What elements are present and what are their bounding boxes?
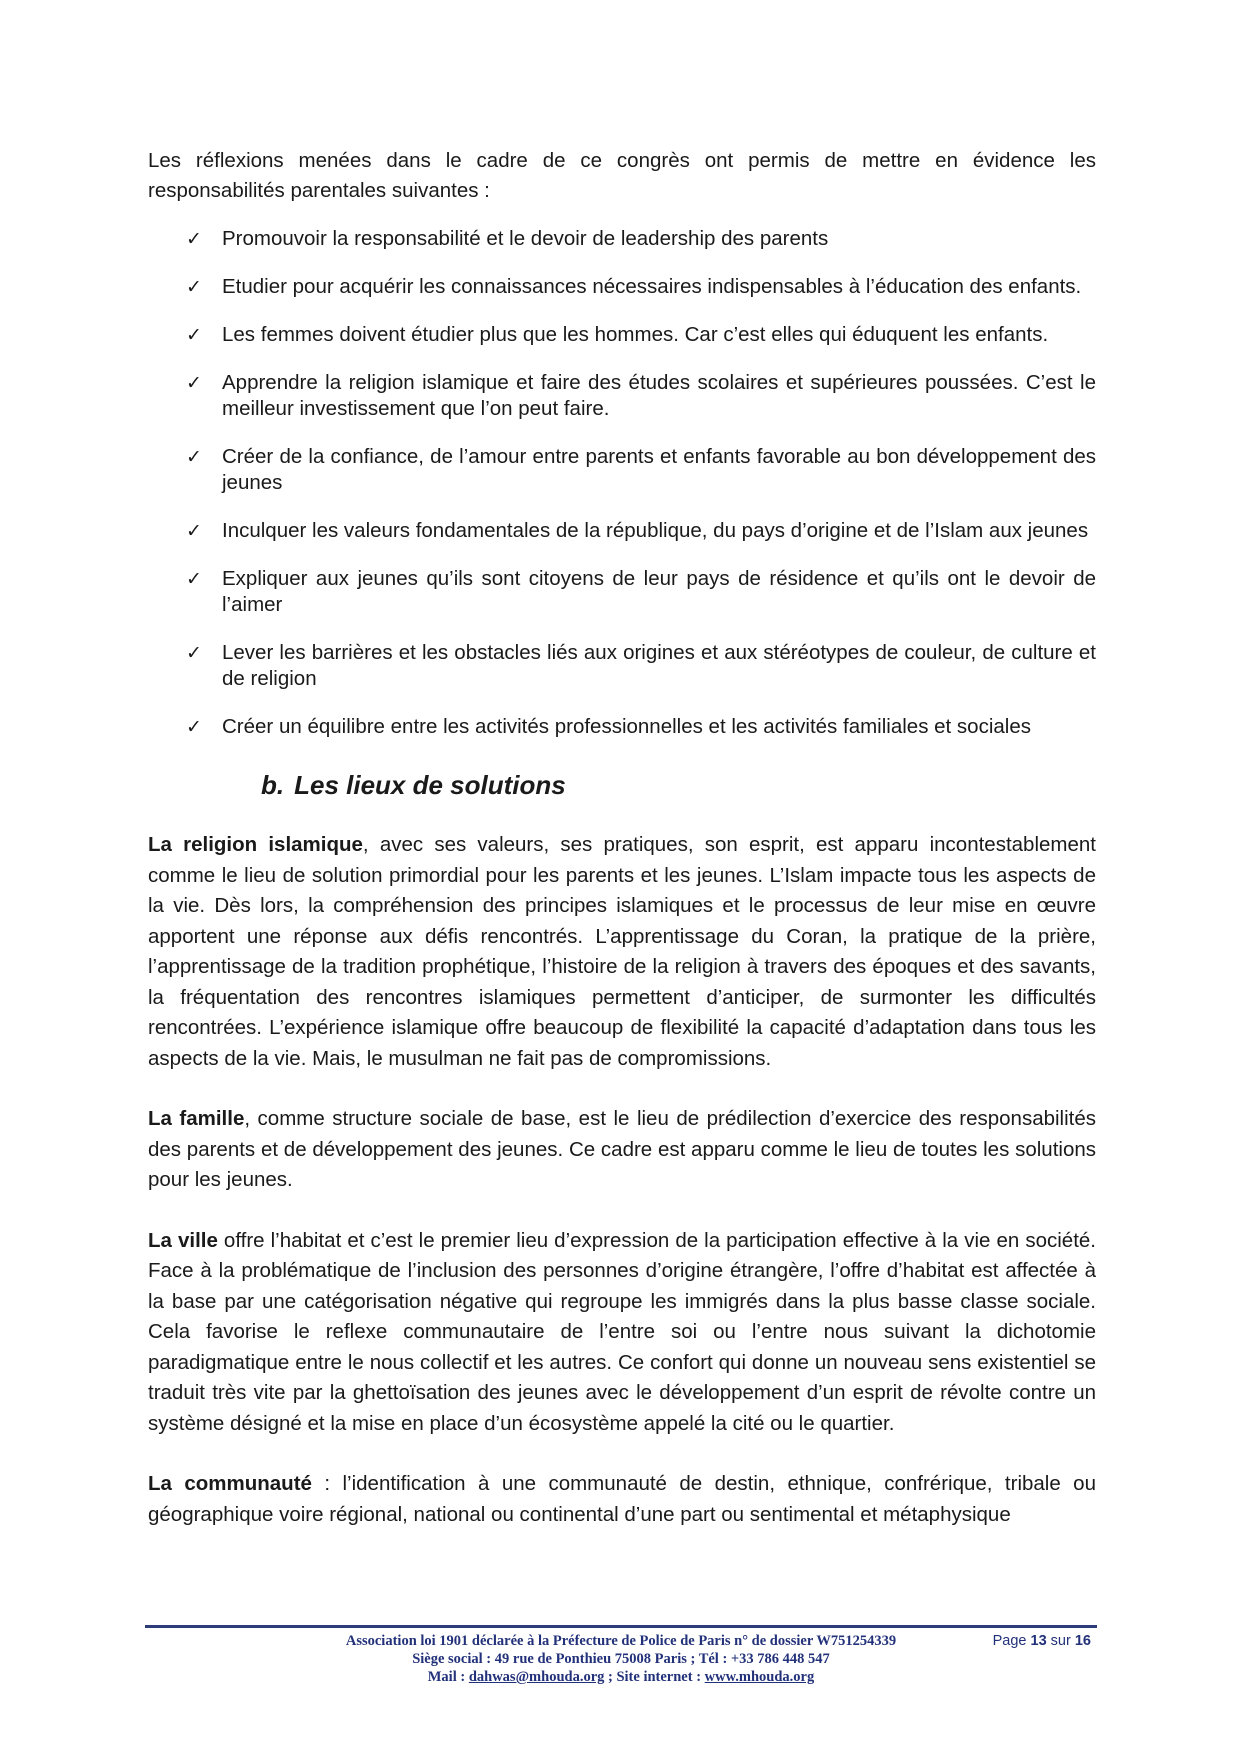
page-content [148,146,1096,1560]
intro-paragraph: Les réflexions menées dans le cadre de ce congrès ont permis de mettre en évidence les responsabilités parentales suivantes : [148,149,1096,202]
checklist-item: ✓ Expliquer aux jeunes qu’ils sont citoyens de leur pays de résidence et qu’ils ont le devoir de l’aimer [186,567,1096,616]
section-title: Les lieux de solutions [294,770,566,800]
page-footer [145,1632,1097,1686]
page-number: Page 13 sur 16 [992,1633,1091,1649]
email-link[interactable]: dahwas@mhouda.org [468,1669,605,1685]
paragraph-religion: La religion islamique, avec ses valeurs, ses pratiques, son esprit, est apparu incontestablement comme le lieu de solution primordial pour les parents et les jeunes. L’Islam impacte tous les aspects de la vie. Dès lors, la compréhension des principes islamiques et le processus de leur mise en œuvre apportent une réponse aux défis rencontrés. L’apprentissage du Coran, la pratique de la prière, l’apprentissage de la tradition prophétique, l’histoire de la religion à travers des époques et des savants, la fréquentation des rencontres islamiques permettent d’anticiper, de surmonter les difficultés rencontrées. L’expérience islamique offre beaucoup de flexibilité la capacité d’adaptation dans tous les aspects de la vie. Mais, le musulman ne fait pas de compromissions. [148,833,1096,1070]
checklist-item: ✓ Les femmes doivent étudier plus que les hommes. Car c’est elles qui éduquent les enfants. [186,323,1049,346]
paragraph-communaute: La communauté : l’identification à une communauté de destin, ethnique, confrérique, tribale ou géographique voire régional, national ou continental d’une part ou sentimental et métaphysique [148,1472,1096,1526]
checkmark-icon: ✓ [186,276,202,298]
checkmark-icon: ✓ [186,324,202,346]
checkmark-icon: ✓ [186,228,202,250]
checkmark-icon: ✓ [186,446,202,468]
checklist-item: ✓ Créer un équilibre entre les activités professionnelles et les activités familiales et sociales [186,715,1031,738]
checkmark-icon: ✓ [186,642,202,664]
checkmark-icon: ✓ [186,520,202,542]
checklist-item: ✓ Inculquer les valeurs fondamentales de la république, du pays d’origine et de l’Islam aux jeunes [186,519,1089,542]
footer-line-contact: Mail : dahwas@mhouda.org ; Site internet : www.mhouda.org [427,1669,815,1685]
section-heading [261,770,1096,800]
paragraph-lead: La religion islamique [148,833,363,856]
checkmark-icon: ✓ [186,372,202,394]
checklist-item: ✓ Créer de la confiance, de l’amour entre parents et enfants favorable au bon développement des jeunes [186,445,1096,494]
footer-line-address: Siège social : 49 rue de Ponthieu 75008 Paris ; Tél : +33 786 448 547 [412,1651,830,1667]
website-link[interactable]: www.mhouda.org [704,1669,815,1685]
checklist-item: ✓ Apprendre la religion islamique et faire des études scolaires et supérieures poussées. C’est le meilleur investissement que l’on peut faire. [186,371,1096,420]
section-letter: b. [261,770,285,800]
responsibilities-checklist [148,226,1096,740]
footer-divider [145,1625,1097,1628]
paragraph-lead: La famille [148,1107,245,1130]
checklist-item: ✓ Lever les barrières et les obstacles liés aux origines et aux stéréotypes de couleur, de culture et de religion [186,641,1096,690]
checkmark-icon: ✓ [186,716,202,738]
paragraph-lead: La communauté [148,1472,312,1495]
checklist-item: ✓ Etudier pour acquérir les connaissances nécessaires indispensables à l’éducation des enfants. [186,275,1082,298]
paragraph-lead: La ville [148,1228,218,1252]
checklist-item: ✓ Promouvoir la responsabilité et le devoir de leadership des parents [186,227,829,250]
paragraph-ville: La ville offre l’habitat et c’est le premier lieu d’expression de la participation effective à la vie en société. Face à la problématique de l’inclusion des personnes d’origine étrangère, l’offre d’habitat est affectée à la base par une catégorisation négative qui regroupe les immigrés dans la plus basse classe sociale. Cela favorise le reflexe communautaire de l’entre soi ou l’entre nous suivant la dichotomie paradigmatique entre le nous collectif et les autres. Ce confort qui donne un nouveau sens existentiel se traduit très vite par la ghettoïsation des jeunes avec le développement d’un esprit de révolte contre un système désigné et la mise en place d’un écosystème appelé la cité ou le quartier. [148,1228,1096,1435]
paragraph-famille: La famille, comme structure sociale de base, est le lieu de prédilection d’exercice des responsabilités des parents et de développement des jeunes. Ce cadre est apparu comme le lieu de toutes les solutions pour les jeunes. [148,1107,1097,1191]
footer-line-association: Association loi 1901 déclarée à la Préfecture de Police de Paris n° de dossier W751254339 Page 13 sur 16 [345,1633,1091,1649]
checkmark-icon: ✓ [186,568,202,590]
